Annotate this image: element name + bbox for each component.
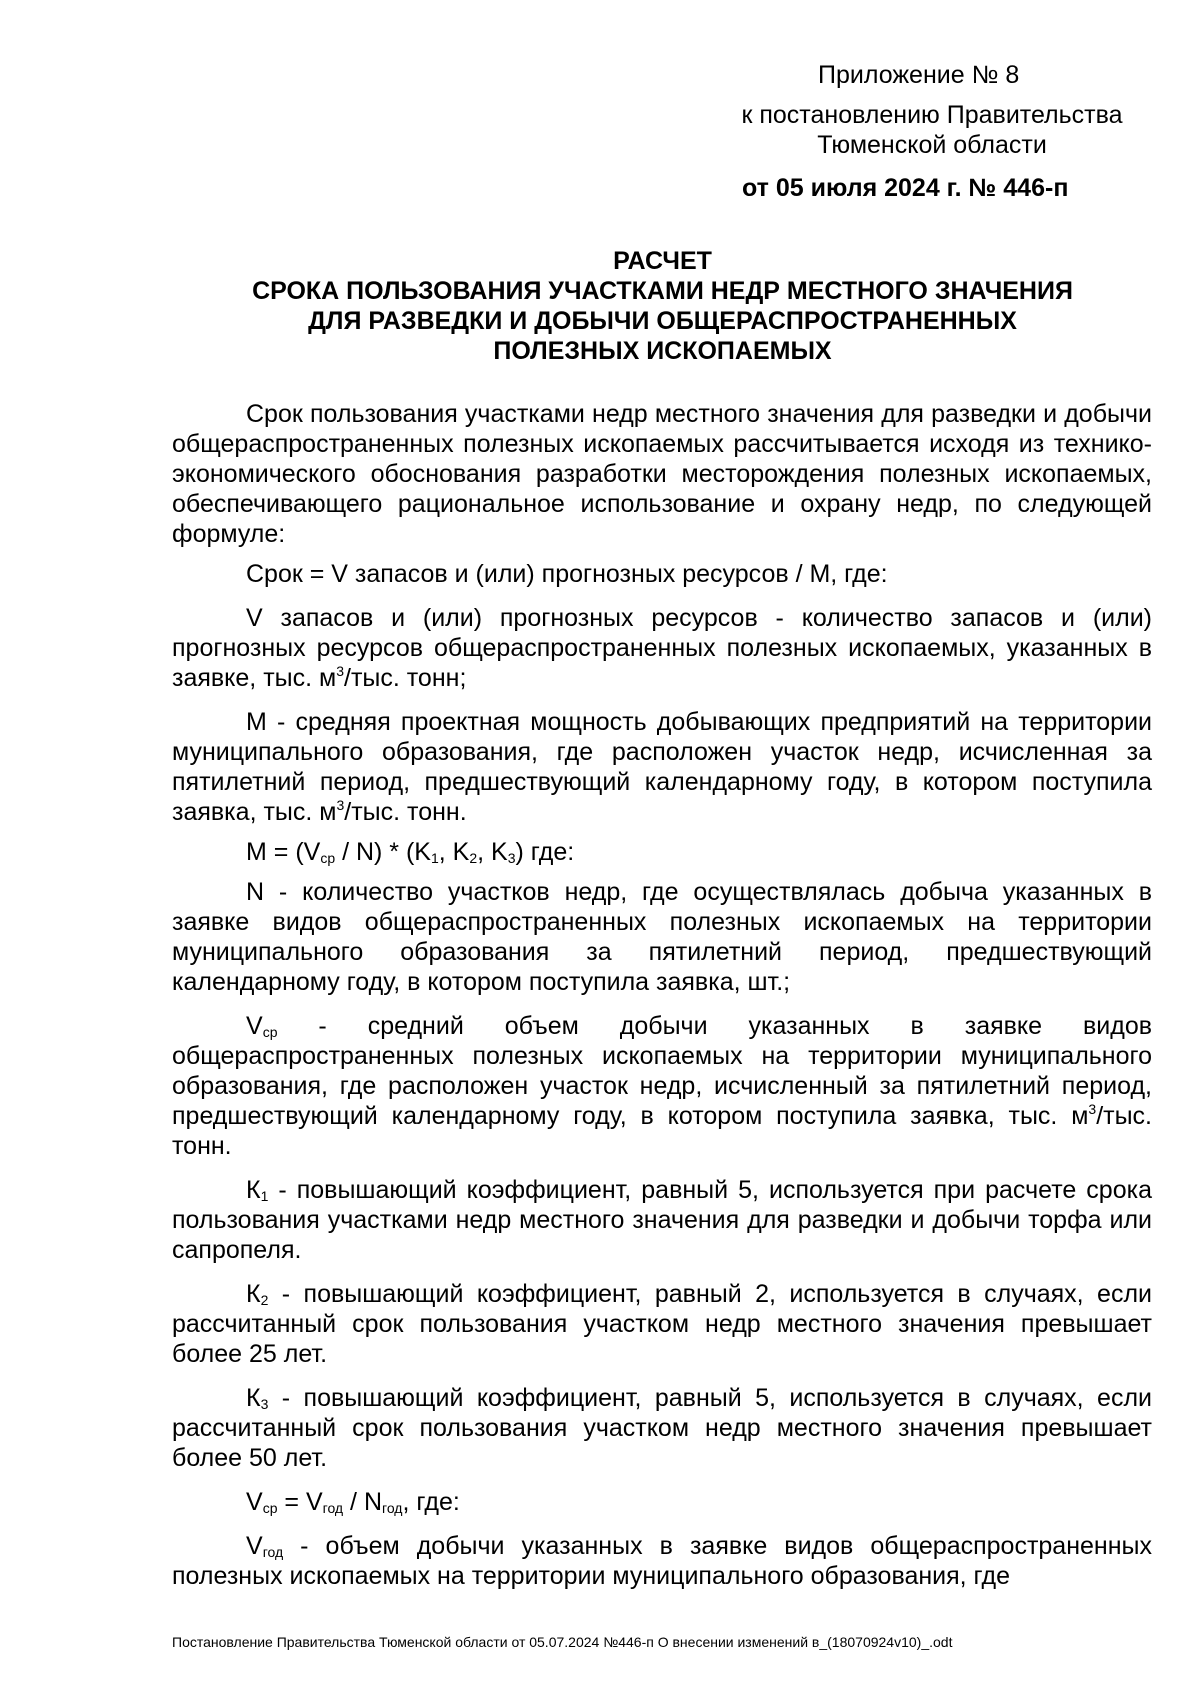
k2-text: - повышающий коэффициент, равный 2, используется в случаях, если рассчитанный срок пользования участком недр местного значения превышает более 25 лет. [172, 1280, 1152, 1368]
document-body [172, 399, 1152, 1603]
resolution-reference [712, 100, 1152, 160]
k3-symbol: К [246, 1384, 261, 1412]
vgod-symbol: V [246, 1532, 263, 1560]
resolution-reference-line1: к постановлению Правительства [741, 101, 1123, 129]
title-line-2: СРОКА ПОЛЬЗОВАНИЯ УЧАСТКАМИ НЕДР МЕСТНОГО ЗНАЧЕНИЯ [252, 277, 1073, 305]
paragraph-vgod-definition [172, 1531, 1152, 1591]
paragraph-k3-definition [172, 1383, 1152, 1473]
formula-m-part: М = (V [246, 838, 321, 866]
formula-m-part: / N) * (K [335, 838, 431, 866]
vgod-sub: год [262, 1544, 284, 1560]
formula-vcp [172, 1487, 1152, 1517]
formula-m-sub: 3 [507, 850, 516, 866]
paragraph-vcp-definition [172, 1011, 1152, 1161]
formula-term: Срок = V запасов и (или) прогнозных ресурсов / М, где: [246, 560, 888, 588]
k2-symbol: К [246, 1280, 261, 1308]
m-definition-tail: /тыс. тонн. [344, 798, 467, 826]
vcp-tail: /тыс. тонн. [172, 1102, 1152, 1160]
k3-text: - повышающий коэффициент, равный 5, используется в случаях, если рассчитанный срок пользования участком недр местного значения превышает более 50 лет. [172, 1384, 1152, 1472]
document-title [165, 246, 1160, 366]
formula-m-sub: 1 [430, 850, 439, 866]
paragraph-v-definition [172, 603, 1152, 693]
formula-m-part: , K [477, 838, 508, 866]
paragraph-n-definition: N - количество участков недр, где осуществлялась добыча указанных в заявке видов общераспространенных полезных ископаемых на территории муниципального образования за пятилетний период, предшествующий календарному году, в котором поступила заявка, шт.; [172, 878, 1152, 996]
resolution-date-number: от 05 июля 2024 г. № 446-п [742, 174, 1069, 202]
formula-vcp-sub: год [322, 1500, 344, 1516]
title-line-1: РАСЧЕТ [613, 247, 712, 275]
formula-m-sub: ср [320, 850, 336, 866]
vgod-text: - объем добычи указанных в заявке видов общераспространенных полезных ископаемых на территории муниципального образования, где [172, 1532, 1152, 1590]
formula-vcp-part: / N [343, 1488, 383, 1516]
v-definition-tail: /тыс. тонн; [344, 664, 467, 692]
vcp-sub: ср [262, 1024, 278, 1040]
formula-vcp-part: V [246, 1488, 263, 1516]
v-definition-sup: 3 [336, 663, 344, 679]
title-line-4: ПОЛЕЗНЫХ ИСКОПАЕМЫХ [493, 337, 832, 365]
k1-symbol: К [246, 1176, 261, 1204]
formula-vcp-part: , где: [402, 1488, 460, 1516]
paragraph-k2-definition [172, 1279, 1152, 1369]
paragraph-m-definition [172, 707, 1152, 827]
appendix-label: Приложение № 8 [818, 61, 1020, 89]
formula-m-part: , K [438, 838, 470, 866]
k1-sub: 1 [260, 1188, 269, 1204]
k2-sub: 2 [260, 1292, 269, 1308]
footer-filename: Постановление Правительства Тюменской области от 05.07.2024 №446-п О внесении изменений в_(18070924v10)_.odt [172, 1634, 953, 1650]
resolution-reference-line2: Тюменской области [817, 131, 1047, 159]
paragraph-k1-definition [172, 1175, 1152, 1265]
paragraph-intro: Срок пользования участками недр местного значения для разведки и добычи общераспространенных полезных ископаемых рассчитывается исходя из технико-экономического обоснования разработки месторождения полезных ископаемых, обеспечивающего рациональное использование и охрану недр, по следующей формуле: [172, 400, 1152, 548]
formula-vcp-sub: ср [262, 1500, 278, 1516]
vcp-text: - средний объем добычи указанных в заявке видов общераспространенных полезных ископаемых на территории муниципального образования, где расположен участок недр, исчисленный за пятилетний период, предшествующий календарному году, в котором поступила заявка, тыс. м [172, 1012, 1152, 1130]
formula-m-sub: 2 [469, 850, 478, 866]
m-definition-text: М - средняя проектная мощность добывающих предприятий на территории муниципального образования, где расположен участок недр, исчисленная за пятилетний период, предшествующий календарному году, в котором поступила заявка, тыс. м [172, 708, 1152, 826]
k3-sub: 3 [260, 1396, 269, 1412]
v-definition-text: V запасов и (или) прогнозных ресурсов - количество запасов и (или) прогнозных ресурсов общераспространенных полезных ископаемых, указанных в заявке, тыс. м [172, 604, 1152, 692]
vcp-sup: 3 [1088, 1101, 1097, 1117]
formula-m [172, 837, 1152, 867]
formula-vcp-part: = V [277, 1488, 323, 1516]
formula-vcp-sub: год [382, 1500, 403, 1516]
vcp-symbol: V [246, 1012, 263, 1040]
m-definition-sup: 3 [336, 797, 345, 813]
title-line-3: ДЛЯ РАЗВЕДКИ И ДОБЫЧИ ОБЩЕРАСПРОСТРАНЕННЫХ [308, 307, 1017, 335]
formula-m-part: ) где: [515, 838, 575, 866]
k1-text: - повышающий коэффициент, равный 5, используется при расчете срока пользования участками недр местного значения для разведки и добычи торфа или сапропеля. [172, 1176, 1152, 1264]
